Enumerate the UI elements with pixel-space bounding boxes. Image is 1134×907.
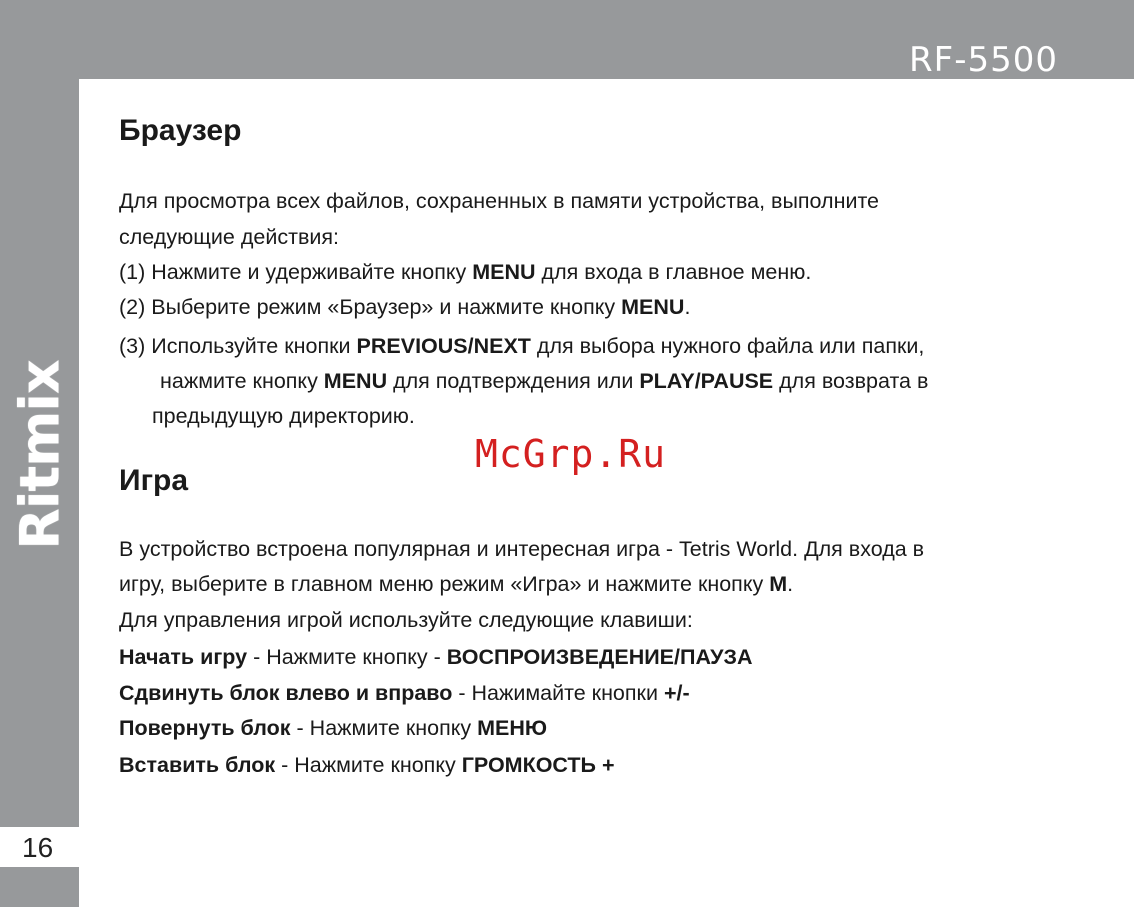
browser-step-3-cont	[160, 368, 928, 394]
key-name: PREVIOUS/NEXT	[356, 334, 531, 358]
browser-step-2	[119, 294, 690, 320]
control-insert-block	[119, 752, 615, 778]
step-text: нажмите кнопку	[160, 369, 324, 393]
step-text: для подтверждения или	[387, 369, 640, 393]
control-text: - Нажмите кнопку -	[247, 645, 447, 669]
key-name: MENU	[472, 260, 536, 284]
control-start-game	[119, 644, 753, 670]
browser-step-3-end: предыдущую директорию.	[152, 404, 415, 428]
browser-step-1	[119, 259, 811, 285]
key-name: МЕНЮ	[477, 716, 548, 740]
step-text: (2) Выберите режим «Браузер» и нажмите кнопку	[119, 295, 622, 319]
key-name: PLAY/PAUSE	[639, 369, 774, 393]
key-name: +/-	[663, 681, 690, 705]
brand-logo: Ritmix	[8, 360, 72, 550]
step-text: для входа в главное меню.	[535, 260, 812, 284]
watermark-text: McGrp.Ru	[475, 432, 667, 476]
step-text: .	[684, 295, 691, 319]
step-text: для возврата в	[773, 369, 929, 393]
para-text: игру, выберите в главном меню режим «Игра» и нажмите кнопку	[119, 572, 770, 596]
step-text: для выбора нужного файла или папки,	[530, 334, 925, 358]
page-number: 16	[22, 832, 54, 863]
key-name: M	[769, 572, 788, 596]
key-name: MENU	[323, 369, 388, 393]
key-name: ГРОМКОСТЬ +	[461, 753, 615, 777]
control-move-block	[119, 680, 690, 706]
control-text: - Нажмите кнопку	[275, 753, 462, 777]
control-rotate-block	[119, 715, 547, 741]
game-para-line-1: В устройство встроена популярная и интересная игра - Tetris World. Для входа в	[119, 537, 925, 561]
control-action: Повернуть блок	[119, 716, 291, 740]
browser-intro-line-2: следующие действия:	[119, 225, 339, 249]
key-name: MENU	[621, 295, 685, 319]
game-para-line-2	[119, 571, 793, 597]
browser-intro-line-1: Для просмотра всех файлов, сохраненных в памяти устройства, выполните	[119, 189, 880, 213]
step-text: (3) Используйте кнопки	[119, 334, 357, 358]
control-text: - Нажимайте кнопки	[452, 681, 664, 705]
model-name: RF-5500	[909, 40, 1058, 80]
key-name: ВОСПРОИЗВЕДЕНИЕ/ПАУЗА	[446, 645, 753, 669]
control-action: Сдвинуть блок влево и вправо	[119, 681, 453, 705]
control-action: Начать игру	[119, 645, 248, 669]
para-text: .	[787, 572, 794, 596]
step-text: (1) Нажмите и удерживайте кнопку	[119, 260, 473, 284]
heading-browser: Браузер	[119, 114, 242, 147]
game-para-line-3: Для управления игрой используйте следующие клавиши:	[119, 608, 693, 632]
heading-game: Игра	[119, 464, 189, 497]
browser-step-3	[119, 333, 924, 359]
control-text: - Нажмите кнопку	[290, 716, 478, 740]
page-number-box	[0, 827, 79, 867]
control-action: Вставить блок	[119, 753, 276, 777]
